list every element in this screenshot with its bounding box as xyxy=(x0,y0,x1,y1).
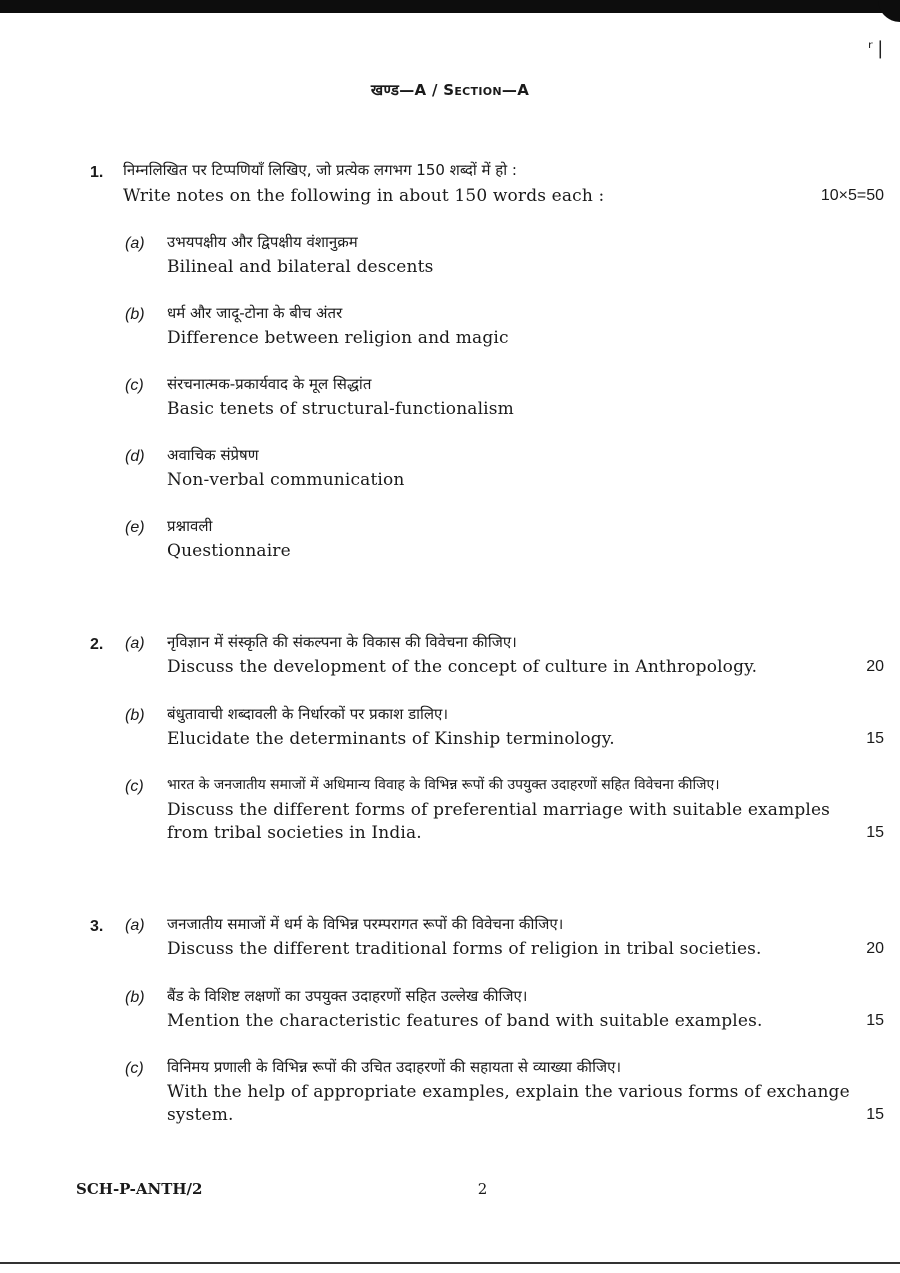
q1-part-c-hindi: संरचनात्मक-प्रकार्यवाद के मूल सिद्धांत xyxy=(167,375,372,393)
q1-part-e-english: Questionnaire xyxy=(167,541,291,561)
q1-part-b-label: (b) xyxy=(125,306,145,323)
q3-part-b-label: (b) xyxy=(125,989,145,1006)
section-title-english: Section—A xyxy=(443,81,530,99)
page-number: 2 xyxy=(477,1180,488,1198)
q1-part-e-hindi: प्रश्नावली xyxy=(167,517,213,535)
section-title xyxy=(0,80,900,100)
q3-part-b-hindi: बैंड के विशिष्ट लक्षणों का उपयुक्त उदाहरणों सहित उल्लेख कीजिए। xyxy=(167,987,528,1005)
question-1-number: 1. xyxy=(90,164,104,181)
q1-part-d-label: (d) xyxy=(125,448,145,465)
q3-part-a-hindi: जनजातीय समाजों में धर्म के विभिन्न परम्परागत रूपों की विवेचना कीजिए। xyxy=(167,915,564,933)
q1-part-b-english: Difference between religion and magic xyxy=(167,328,509,348)
paper-code: SCH-P-ANTH/2 xyxy=(76,1180,203,1198)
q3-part-c-label: (c) xyxy=(125,1060,144,1077)
q3-part-c-english-line-1: With the help of appropriate examples, explain the various forms of exchange xyxy=(167,1082,850,1102)
q1-part-a-hindi: उभयपक्षीय और द्विपक्षीय वंशानुक्रम xyxy=(167,233,358,251)
q3-part-a-marks: 20 xyxy=(866,940,884,957)
q3-part-a-label: (a) xyxy=(125,917,145,934)
q1-part-a-label: (a) xyxy=(125,235,145,252)
q3-part-b-marks: 15 xyxy=(866,1012,884,1029)
question-1-hindi: निम्नलिखित पर टिप्पणियाँ लिखिए, जो प्रत्येक लगभग 150 शब्दों में हो : xyxy=(123,161,517,179)
q3-part-c-hindi: विनिमय प्रणाली के विभिन्न रूपों की उचित उदाहरणों की सहायता से व्याख्या कीजिए। xyxy=(167,1058,622,1076)
q2-part-c-label: (c) xyxy=(125,778,144,795)
q1-part-d-hindi: अवाचिक संप्रेषण xyxy=(167,446,259,464)
q3-part-c-english-line-2: system. xyxy=(167,1105,234,1125)
scan-corner-mark xyxy=(878,0,900,22)
q3-part-c-marks: 15 xyxy=(866,1106,884,1123)
q1-part-d-english: Non-verbal communication xyxy=(167,470,405,490)
q1-part-c-label: (c) xyxy=(125,377,144,394)
q2-part-b-english: Elucidate the determinants of Kinship terminology. xyxy=(167,729,615,749)
question-3-number: 3. xyxy=(90,918,104,935)
q2-part-c-english-line-2: from tribal societies in India. xyxy=(167,823,422,843)
q2-part-c-hindi: भारत के जनजातीय समाजों में अधिमान्य विवाह के विभिन्न रूपों की उपयुक्त उदाहरणों सहित विवेचना कीजिए। xyxy=(167,777,720,793)
scan-margin-mark: ʳ❘ xyxy=(868,38,888,59)
q3-part-b-english: Mention the characteristic features of band with suitable examples. xyxy=(167,1011,763,1031)
scan-bottom-border xyxy=(0,1262,900,1264)
q2-part-c-marks: 15 xyxy=(866,824,884,841)
q2-part-a-hindi: नृविज्ञान में संस्कृति की संकल्पना के विकास की विवेचना कीजिए। xyxy=(167,633,517,651)
q1-part-e-label: (e) xyxy=(125,519,145,536)
q2-part-c-english-line-1: Discuss the different forms of preferential marriage with suitable examples xyxy=(167,800,831,820)
question-2-number: 2. xyxy=(90,636,104,653)
section-title-hindi: खण्ड—A xyxy=(370,81,427,99)
question-1-english: Write notes on the following in about 150 words each : xyxy=(123,186,605,206)
q1-part-a-english: Bilineal and bilateral descents xyxy=(167,257,434,277)
q2-part-b-hindi: बंधुतावाची शब्दावली के निर्धारकों पर प्रकाश डालिए। xyxy=(167,705,449,723)
q1-part-c-english: Basic tenets of structural-functionalism xyxy=(167,399,514,419)
q2-part-a-marks: 20 xyxy=(866,658,884,675)
question-1-marks: 10×5=50 xyxy=(820,187,884,204)
section-title-separator: / xyxy=(431,81,438,99)
q2-part-b-marks: 15 xyxy=(866,730,884,747)
q1-part-b-hindi: धर्म और जादू-टोना के बीच अंतर xyxy=(167,304,343,322)
q2-part-a-english: Discuss the development of the concept of culture in Anthropology. xyxy=(167,657,758,677)
q2-part-a-label: (a) xyxy=(125,635,145,652)
scan-top-border xyxy=(0,0,900,13)
q3-part-a-english: Discuss the different traditional forms of religion in tribal societies. xyxy=(167,939,762,959)
q2-part-b-label: (b) xyxy=(125,707,145,724)
